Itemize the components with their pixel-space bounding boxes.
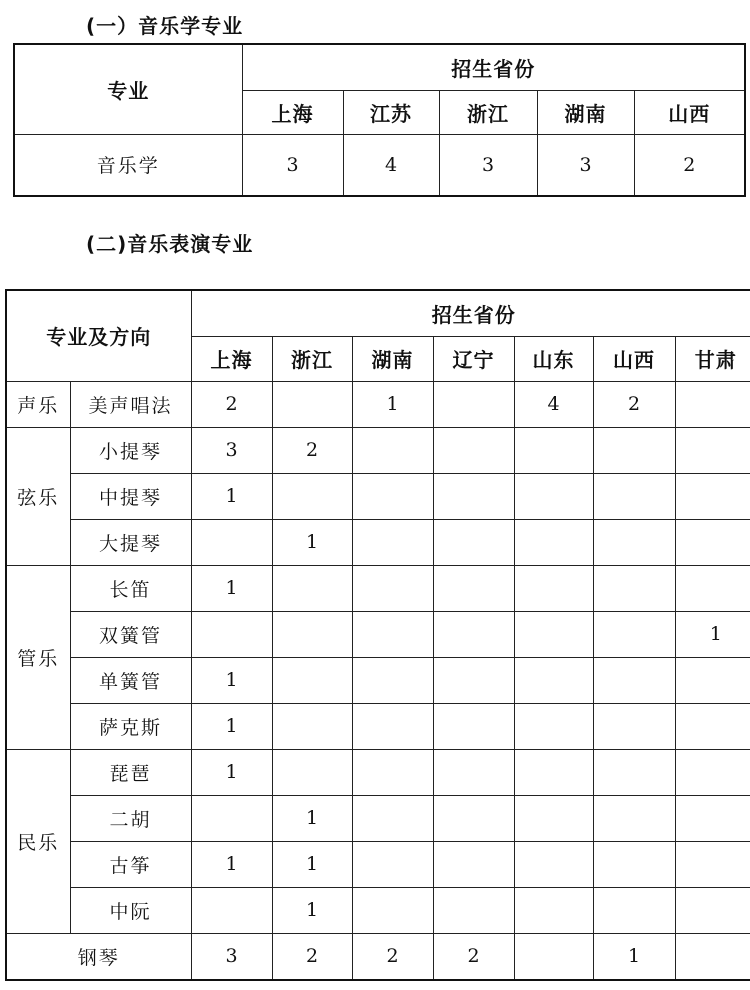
count-cell	[593, 703, 675, 749]
count-cell: 2	[272, 427, 352, 473]
count-cell	[675, 657, 750, 703]
count-cell	[593, 657, 675, 703]
count-cell	[352, 749, 433, 795]
count-cell	[272, 381, 352, 427]
count-cell	[675, 841, 750, 887]
count-cell: 3	[191, 427, 272, 473]
count-cell	[352, 887, 433, 933]
province-header: 山西	[634, 90, 745, 134]
count-cell	[675, 795, 750, 841]
header-major: 专业	[14, 44, 242, 134]
count-cell	[191, 795, 272, 841]
table-row	[6, 473, 750, 519]
count-cell: 2	[634, 134, 745, 196]
category-cell: 弦乐	[6, 427, 70, 565]
count-cell	[352, 519, 433, 565]
count-cell	[514, 749, 593, 795]
count-cell: 3	[537, 134, 634, 196]
count-cell	[514, 841, 593, 887]
count-cell	[433, 473, 514, 519]
table-row	[6, 565, 750, 611]
instrument-cell: 中阮	[70, 887, 191, 933]
category-cell: 管乐	[6, 565, 70, 749]
category-cell: 民乐	[6, 749, 70, 933]
table-row	[6, 611, 750, 657]
table-row	[6, 887, 750, 933]
instrument-cell: 长笛	[70, 565, 191, 611]
table-row	[14, 134, 745, 196]
count-cell	[675, 381, 750, 427]
count-cell	[352, 427, 433, 473]
count-cell: 2	[191, 381, 272, 427]
table-row	[6, 703, 750, 749]
count-cell: 1	[272, 795, 352, 841]
count-cell	[433, 703, 514, 749]
count-cell	[675, 427, 750, 473]
count-cell	[675, 933, 750, 980]
count-cell	[352, 565, 433, 611]
table-row	[6, 657, 750, 703]
province-header: 湖南	[352, 336, 433, 381]
count-cell	[352, 611, 433, 657]
table-row	[6, 427, 750, 473]
count-cell: 1	[191, 473, 272, 519]
count-cell	[593, 565, 675, 611]
instrument-cell: 萨克斯	[70, 703, 191, 749]
section1-heading: (一）音乐学专业	[86, 14, 244, 38]
province-header: 辽宁	[433, 336, 514, 381]
count-cell: 4	[343, 134, 439, 196]
count-cell	[272, 473, 352, 519]
performance-major-table	[5, 289, 750, 981]
count-cell	[514, 703, 593, 749]
count-cell	[593, 611, 675, 657]
count-cell	[191, 519, 272, 565]
count-cell: 1	[272, 887, 352, 933]
count-cell: 1	[191, 703, 272, 749]
count-cell	[272, 611, 352, 657]
count-cell	[433, 519, 514, 565]
table-row	[6, 519, 750, 565]
count-cell	[593, 795, 675, 841]
count-cell: 1	[272, 841, 352, 887]
instrument-cell: 大提琴	[70, 519, 191, 565]
count-cell	[514, 565, 593, 611]
count-cell	[514, 473, 593, 519]
count-cell: 3	[242, 134, 343, 196]
count-cell	[433, 657, 514, 703]
table-row	[6, 749, 750, 795]
count-cell	[352, 703, 433, 749]
province-header: 上海	[242, 90, 343, 134]
header-provinces: 招生省份	[191, 290, 750, 336]
count-cell	[433, 611, 514, 657]
count-cell	[352, 795, 433, 841]
count-cell	[433, 749, 514, 795]
count-cell	[514, 519, 593, 565]
section2-heading: (二)音乐表演专业	[86, 232, 254, 256]
count-cell	[514, 427, 593, 473]
count-cell: 1	[675, 611, 750, 657]
count-cell	[433, 841, 514, 887]
count-cell: 1	[352, 381, 433, 427]
major-name: 音乐学	[14, 134, 242, 196]
instrument-cell: 琵琶	[70, 749, 191, 795]
count-cell	[675, 519, 750, 565]
instrument-cell: 小提琴	[70, 427, 191, 473]
music-major-table	[13, 43, 746, 197]
count-cell: 2	[433, 933, 514, 980]
count-cell: 1	[191, 749, 272, 795]
count-cell	[272, 565, 352, 611]
count-cell	[433, 887, 514, 933]
count-cell	[675, 749, 750, 795]
header-major-direction: 专业及方向	[6, 290, 191, 381]
count-cell	[675, 703, 750, 749]
count-cell	[433, 795, 514, 841]
count-cell: 2	[352, 933, 433, 980]
province-header: 浙江	[439, 90, 537, 134]
table-row	[6, 933, 750, 980]
count-cell	[593, 887, 675, 933]
count-cell	[675, 473, 750, 519]
count-cell	[514, 795, 593, 841]
count-cell	[352, 473, 433, 519]
table-row	[6, 795, 750, 841]
instrument-cell: 美声唱法	[70, 381, 191, 427]
count-cell	[433, 381, 514, 427]
count-cell: 2	[593, 381, 675, 427]
count-cell	[593, 473, 675, 519]
count-cell: 3	[191, 933, 272, 980]
province-header: 甘肃	[675, 336, 750, 381]
instrument-cell: 双簧管	[70, 611, 191, 657]
count-cell	[514, 611, 593, 657]
instrument-cell: 单簧管	[70, 657, 191, 703]
count-cell: 1	[191, 565, 272, 611]
table-row	[6, 381, 750, 427]
instrument-cell: 中提琴	[70, 473, 191, 519]
header-provinces: 招生省份	[242, 44, 745, 90]
count-cell: 4	[514, 381, 593, 427]
count-cell	[514, 933, 593, 980]
instrument-cell: 古筝	[70, 841, 191, 887]
count-cell	[191, 611, 272, 657]
count-cell: 1	[272, 519, 352, 565]
count-cell: 2	[272, 933, 352, 980]
count-cell	[433, 427, 514, 473]
count-cell	[191, 887, 272, 933]
count-cell	[514, 887, 593, 933]
count-cell	[675, 887, 750, 933]
count-cell: 1	[191, 841, 272, 887]
province-header: 山西	[593, 336, 675, 381]
count-cell: 1	[191, 657, 272, 703]
province-header: 浙江	[272, 336, 352, 381]
count-cell: 1	[593, 933, 675, 980]
province-header: 山东	[514, 336, 593, 381]
count-cell	[352, 841, 433, 887]
count-cell	[514, 657, 593, 703]
instrument-cell: 二胡	[70, 795, 191, 841]
province-header: 湖南	[537, 90, 634, 134]
count-cell	[593, 749, 675, 795]
instrument-cell-piano: 钢琴	[6, 933, 191, 980]
count-cell	[593, 841, 675, 887]
count-cell: 3	[439, 134, 537, 196]
table-row	[6, 841, 750, 887]
province-header: 江苏	[343, 90, 439, 134]
count-cell	[352, 657, 433, 703]
province-header: 上海	[191, 336, 272, 381]
category-cell: 声乐	[6, 381, 70, 427]
count-cell	[593, 427, 675, 473]
count-cell	[272, 749, 352, 795]
count-cell	[593, 519, 675, 565]
count-cell	[272, 657, 352, 703]
count-cell	[272, 703, 352, 749]
count-cell	[675, 565, 750, 611]
count-cell	[433, 565, 514, 611]
